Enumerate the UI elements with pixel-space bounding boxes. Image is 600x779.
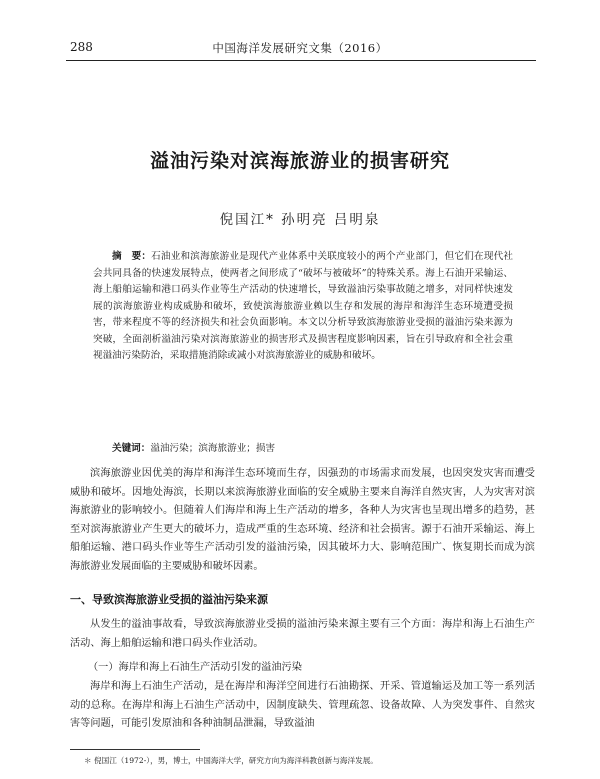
intro-paragraph: 滨海旅游业因优美的海岸和海洋生态环境而生存，因强劲的市场需求而发展，也因突发灾害而遭受威胁和破坏。因地处海滨，长期以来滨海旅游业面临的安全威胁主要来自海洋自然灾害，人为灾害对滨海旅游业的影响较小。但随着人们海岸和海上生产活动的增多，各种人为灾害也呈现出增多的趋势，甚至对滨海旅游业产生更大的破坏力，造成严重的生态环境、经济和社会损害。源于石油开采输运、海上船舶运输、港口码头作业等生产活动引发的溢油污染，因其破坏力大、影响范围广、恢复期长而成为滨海旅游业发展面临的主要威胁和破坏因素。 [70, 468, 535, 572]
subsection-heading: （一）海岸和海上石油生产活动引发的溢油污染 [88, 662, 302, 673]
footnote-rule [70, 749, 200, 750]
section-heading: 一、导致滨海旅游业受损的溢油污染来源 [70, 593, 268, 606]
abstract [93, 249, 513, 365]
keywords [112, 440, 512, 454]
running-head: 中国海洋发展研究文集（2016） [212, 41, 388, 55]
article-title: 溢油污染对滨海旅游业的损害研究 [149, 150, 450, 172]
keywords-label: 关键词： [112, 443, 151, 454]
abstract-label: 摘 要： [112, 251, 152, 262]
page-number: 288 [70, 40, 93, 54]
keywords-text: 溢油污染；滨海旅游业；损害 [150, 443, 276, 454]
subsection-paragraph: 海岸和海上石油生产活动，是在海岸和海洋空间进行石油勘探、开采、管道输运及加工等一系列活动的总称。在海岸和海上石油生产活动中，因制度缺失、管理疏忽、设备故障、人为突发事件、自然灾害等问题，可能引发原油和各种油制品泄漏，导致溢油 [70, 681, 535, 729]
article-authors: 倪国江* 孙明亮 吕明泉 [219, 212, 381, 228]
footnote: ＊ 倪国江（1972-），男，博士，中国海洋大学，研究方向为海洋科教创新与海洋发展。 [84, 756, 378, 765]
abstract-text: 石油业和滨海旅游业是现代产业体系中关联度较小的两个产业部门，但它们在现代社会共同具备的快速发展特点，使两者之间形成了“破坏与被破坏”的特殊关系。海上石油开采输运、海上船舶运输和港口码头作业等生产活动的快速增长，导致溢油污染事故随之增多，对同样快速发展的滨海旅游业构成威胁和破坏，致使滨海旅游业赖以生存和发展的海岸和海洋生态环境遭受损害，带来程度不等的经济损失和社会负面影响。本文以分析导致滨海旅游业受损的溢油污染来源为突破，全面剖析溢油污染对滨海旅游业的损害形式及损害程度影响因素，旨在引导政府和全社会重视溢油污染防治，采取措施消除或减小对滨海旅游业的威胁和破坏。 [93, 251, 513, 361]
header-rule [66, 60, 536, 61]
section-paragraph: 从发生的溢油事故看，导致滨海旅游业受损的溢油污染来源主要有三个方面：海岸和海上石油生产活动、海上船舶运输和港口码头作业活动。 [70, 619, 535, 649]
